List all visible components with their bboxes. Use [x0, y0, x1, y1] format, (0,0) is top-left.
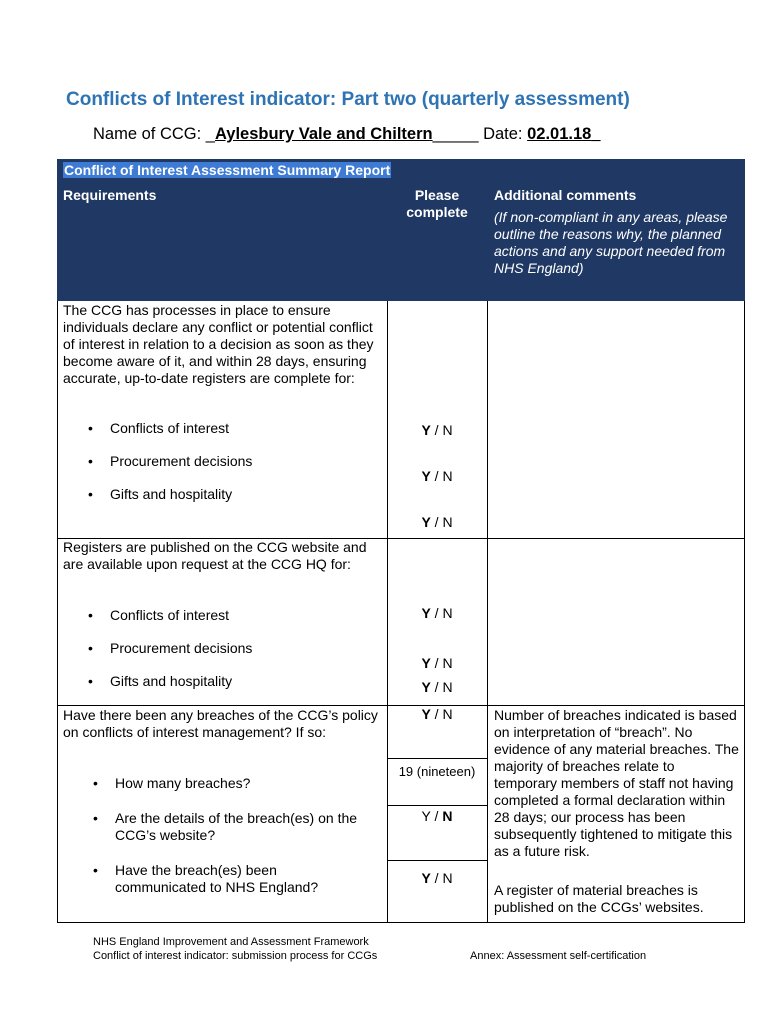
- footer-submission: Conflict of interest indicator: submission process for CCGs: [93, 950, 378, 962]
- ccg-name: Aylesbury Vale and Chiltern: [214, 125, 433, 143]
- row1-answer-conflicts[interactable]: Y / N: [421, 422, 453, 438]
- row3-bullet-how-many: • How many breaches?: [115, 775, 250, 792]
- header-additional-note: (If non-compliant in any areas, please outline the reasons why, the planned actions and any support needed from NHS England): [494, 209, 728, 276]
- header-please-complete: Please complete: [406, 187, 468, 220]
- grid-line: [387, 758, 487, 759]
- row1-bullet-procurement: • Procurement decisions: [110, 453, 252, 470]
- row2-answer-procurement[interactable]: Y / N: [421, 655, 453, 671]
- row3-comment: Number of breaches indicated is based on interpretation of “breach”. No evidence of any material breaches. The majority of breaches relate to temporary members of staff not having completed a formal declaration within 28 days; our process has been subsequently tightened to mitigate this as a future risk.: [494, 707, 739, 859]
- row2-answer-gifts[interactable]: Y / N: [421, 679, 453, 695]
- row3-requirement: Have there been any breaches of the CCG’s policy on conflicts of interest management? If so:: [63, 707, 378, 740]
- grid-line: [387, 860, 487, 861]
- row2-bullet-conflicts: • Conflicts of interest: [110, 607, 229, 624]
- row3-answer-website[interactable]: Y / N: [421, 808, 453, 824]
- row3-answer-count[interactable]: 19 (nineteen): [398, 764, 476, 779]
- grid-line: [744, 301, 745, 923]
- header-requirements: Requirements: [63, 187, 157, 203]
- row3-bullet-communicated: • Have the breach(es) been communicated to NHS England?: [115, 862, 365, 896]
- name-mid: _____ Date:: [432, 125, 528, 143]
- row1-bullet-conflicts: • Conflicts of interest: [110, 420, 229, 437]
- row3-answer-breaches[interactable]: Y / N: [421, 706, 453, 722]
- grid-line: [57, 301, 58, 923]
- table-header-row: [57, 185, 745, 301]
- row2-bullet-procurement: • Procurement decisions: [110, 640, 252, 657]
- grid-line: [57, 922, 745, 923]
- row3-comment-register: A register of material breaches is published on the CCGs’ websites.: [494, 882, 704, 915]
- grid-line: [387, 805, 487, 806]
- assessment-table: [57, 159, 745, 923]
- row3-answer-communicated[interactable]: Y / N: [421, 870, 453, 886]
- footer-framework: NHS England Improvement and Assessment Framework: [93, 936, 369, 948]
- ccg-name-line: [93, 125, 601, 144]
- row3-bullet-website: • Are the details of the breach(es) on the CCG’s website?: [115, 810, 365, 844]
- row2-requirement: Registers are published on the CCG website and are available upon request at the CCG HQ for:: [63, 539, 367, 572]
- name-prefix: Name of CCG: _: [93, 125, 215, 143]
- assessment-date: 02.01.18: [527, 125, 592, 143]
- header-additional-comments: Additional comments: [494, 187, 637, 203]
- row1-answer-procurement[interactable]: Y / N: [421, 468, 453, 484]
- footer-annex: Annex: Assessment self-certification: [470, 950, 647, 962]
- date-suffix: _: [591, 125, 601, 143]
- row1-bullet-gifts: • Gifts and hospitality: [110, 486, 232, 503]
- page-title: Conflicts of Interest indicator: Part two (quarterly assessment): [66, 89, 630, 110]
- row2-bullet-gifts: • Gifts and hospitality: [110, 673, 232, 690]
- grid-line: [487, 301, 488, 923]
- row2-answer-conflicts[interactable]: Y / N: [421, 605, 453, 621]
- table-banner: [57, 159, 745, 185]
- row1-requirement: The CCG has processes in place to ensure individuals declare any conflict or potential conflict of interest in relation to a decision as soon as they become aware of it, and within 28 days, ensuring accurate, up-to-date registers are complete for:: [63, 302, 374, 386]
- row1-answer-gifts[interactable]: Y / N: [421, 514, 453, 530]
- banner-text: Conflict of Interest Assessment Summary Report: [64, 162, 391, 178]
